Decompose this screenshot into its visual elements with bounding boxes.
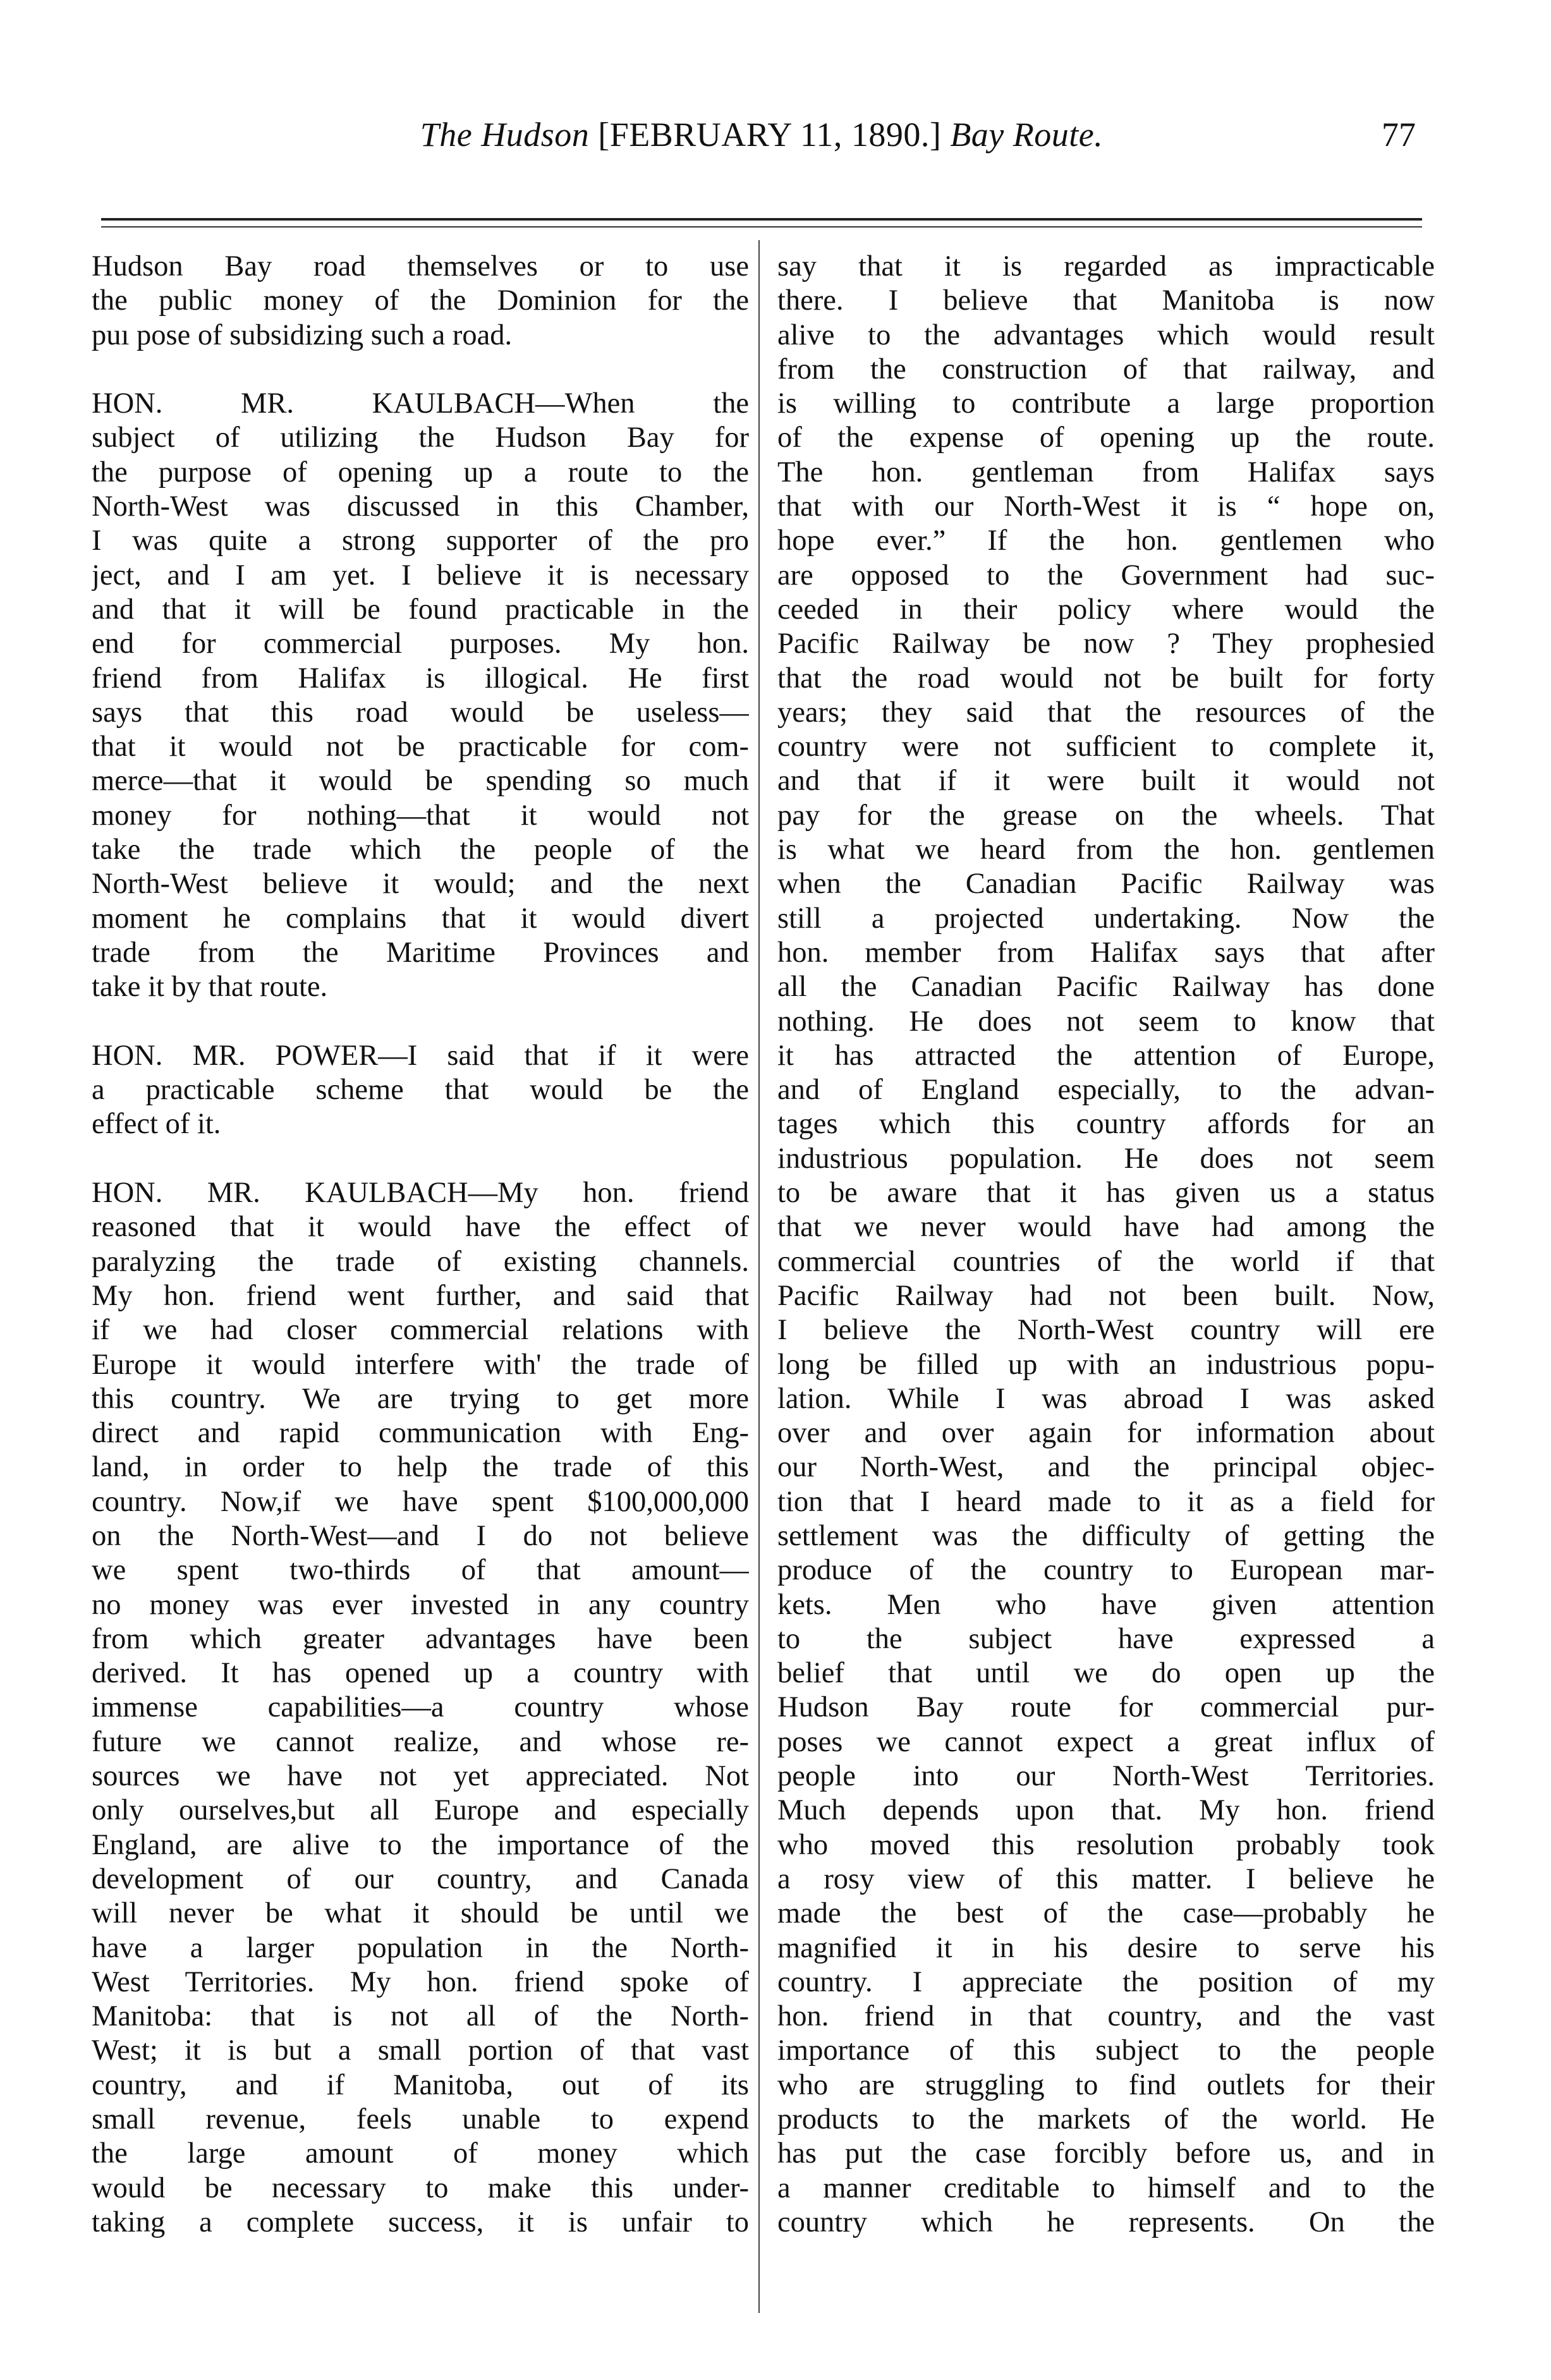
text-line: importance of this subject to the people (777, 2034, 1435, 2067)
text-line: settlement was the difficulty of getting the (777, 1519, 1435, 1552)
text-line: a manner creditable to himself and to the (777, 2171, 1435, 2204)
text-line: products to the markets of the world. He (777, 2103, 1435, 2136)
text-line: paralyzing the trade of existing channels. (92, 1245, 749, 1278)
text-line: kets. Men who have given attention (777, 1588, 1435, 1621)
text-line: who are struggling to find outlets for their (777, 2068, 1435, 2101)
text-line: people into our North-West Territories. (777, 1760, 1435, 1793)
text-line: that with our North-West it is “ hope on, (777, 490, 1435, 523)
text-line: we spent two-thirds of that amount— (92, 1554, 749, 1587)
text-line: and of England especially, to the advan- (777, 1074, 1435, 1107)
text-line: North-West believe it would; and the next (92, 868, 749, 901)
text-line: there. I believe that Manitoba is now (777, 284, 1435, 317)
text-line: take it by that route. (92, 971, 328, 1004)
text-line: hon. member from Halifax says that after (777, 936, 1435, 969)
text-line: HON. MR. KAULBACH—My hon. friend (92, 1177, 749, 1210)
text-line: produce of the country to European mar- (777, 1554, 1435, 1587)
text-line: I was quite a strong supporter of the pro (92, 525, 749, 557)
text-line: to be aware that it has given us a status (777, 1177, 1435, 1210)
column-divider (758, 240, 760, 2313)
text-line: Pacific Railway be now ? They prophesied (777, 628, 1435, 660)
text-line: a rosy view of this matter. I believe he (777, 1862, 1435, 1895)
text-line: the public money of the Dominion for the (92, 284, 749, 317)
text-line: has put the case forcibly before us, and in (777, 2137, 1435, 2170)
text-line: the purpose of opening up a route to the (92, 456, 749, 489)
text-line: take the trade which the people of the (92, 834, 749, 866)
right-column (777, 250, 1435, 2240)
text-line: that the road would not be built for forty (777, 662, 1435, 695)
text-line: of the expense of opening up the route. (777, 422, 1435, 454)
text-line: to the subject have expressed a (777, 1622, 1435, 1655)
text-line: friend from Halifax is illogical. He first (92, 662, 749, 695)
text-line: trade from the Maritime Provinces and (92, 936, 749, 969)
text-line: tion that I heard made to it as a field for (777, 1485, 1435, 1518)
paragraph-gap (92, 1005, 749, 1039)
text-line: poses we cannot expect a great influx of (777, 1725, 1435, 1758)
text-line: still a projected undertaking. Now the (777, 902, 1435, 935)
text-line: sources we have not yet appreciated. Not (92, 1760, 749, 1793)
text-line: future we cannot realize, and whose re- (92, 1725, 749, 1758)
text-line: all the Canadian Pacific Railway has done (777, 971, 1435, 1004)
text-line: and that it will be found practicable in the (92, 593, 749, 626)
text-line: magnified it in his desire to serve his (777, 1931, 1435, 1964)
text-line: that it would not be practicable for com- (92, 731, 749, 763)
text-line: on the North-West—and I do not believe (92, 1519, 749, 1552)
text-line: commercial countries of the world if that (777, 1245, 1435, 1278)
page-header (101, 112, 1422, 169)
text-line: and that if it were built it would not (777, 765, 1435, 798)
text-line: this country. We are trying to get more (92, 1382, 749, 1415)
text-line: say that it is regarded as impracticable (777, 250, 1435, 282)
text-line: who moved this resolution probably took (777, 1828, 1435, 1861)
text-line: subject of utilizing the Hudson Bay for (92, 422, 749, 454)
page-number: 77 (1382, 116, 1416, 154)
text-line: Hudson Bay route for commercial pur- (777, 1691, 1435, 1724)
running-title-right: Bay Route. (950, 116, 1104, 154)
text-line: the large amount of money which (92, 2137, 749, 2170)
text-line: small revenue, feels unable to expend (92, 2103, 749, 2136)
text-line: will never be what it should be until we (92, 1897, 749, 1930)
header-rule-thick (101, 218, 1422, 221)
text-line: Much depends upon that. My hon. friend (777, 1794, 1435, 1827)
text-line: HON. MR. KAULBACH—When the (92, 387, 749, 420)
text-line: alive to the advantages which would result (777, 319, 1435, 351)
text-line: country, and if Manitoba, out of its (92, 2068, 749, 2101)
text-line: pay for the grease on the wheels. That (777, 799, 1435, 832)
text-line: our North-West, and the principal objec- (777, 1451, 1435, 1484)
running-title-left: The Hudson (420, 116, 590, 154)
text-line: nothing. He does not seem to know that (777, 1005, 1435, 1038)
text-line: that we never would have had among the (777, 1211, 1435, 1244)
text-line: The hon. gentleman from Halifax says (777, 456, 1435, 489)
text-line: from the construction of that railway, and (777, 353, 1435, 386)
running-title-date: [FEBRUARY 11, 1890.] (598, 116, 942, 154)
text-line: money for nothing—that it would not (92, 799, 749, 832)
text-line: effect of it. (92, 1108, 221, 1141)
text-line: hon. friend in that country, and the vast (777, 2000, 1435, 2033)
text-line: derived. It has opened up a country with (92, 1657, 749, 1690)
text-line: only ourselves,but all Europe and especially (92, 1794, 749, 1827)
text-line: country which he represents. On the (777, 2206, 1435, 2238)
text-line: West; it is but a small portion of that vast (92, 2034, 749, 2067)
text-line: end for commercial purposes. My hon. (92, 628, 749, 660)
text-line: immense capabilities—a country whose (92, 1691, 749, 1724)
text-line: My hon. friend went further, and said that (92, 1279, 749, 1312)
text-line: says that this road would be useless— (92, 696, 749, 729)
text-line: if we had closer commercial relations with (92, 1314, 749, 1347)
text-line: a practicable scheme that would be the (92, 1074, 749, 1107)
paragraph-gap (92, 353, 749, 387)
paragraph-gap (92, 1142, 749, 1176)
text-line: is what we heard from the hon. gentlemen (777, 834, 1435, 866)
text-line: moment he complains that it would divert (92, 902, 749, 935)
text-line: ject, and I am yet. I believe it is necessary (92, 559, 749, 592)
text-line: North-West was discussed in this Chamber, (92, 490, 749, 523)
text-line: tages which this country affords for an (777, 1108, 1435, 1141)
text-line: is willing to contribute a large proportion (777, 387, 1435, 420)
text-line: reasoned that it would have the effect of (92, 1211, 749, 1244)
text-line: it has attracted the attention of Europe, (777, 1039, 1435, 1072)
text-line: development of our country, and Canada (92, 1862, 749, 1895)
text-line: years; they said that the resources of the (777, 696, 1435, 729)
text-line: would be necessary to make this under- (92, 2171, 749, 2204)
text-line: taking a complete success, it is unfair to (92, 2206, 749, 2238)
text-line: England, are alive to the importance of the (92, 1828, 749, 1861)
text-line: industrious population. He does not seem (777, 1142, 1435, 1175)
text-line: made the best of the case—probably he (777, 1897, 1435, 1930)
text-line: Europe it would interfere with' the trade of (92, 1348, 749, 1381)
text-line: when the Canadian Pacific Railway was (777, 868, 1435, 901)
text-line: over and over again for information about (777, 1417, 1435, 1450)
text-line: Manitoba: that is not all of the North- (92, 2000, 749, 2033)
text-line: ceeded in their policy where would the (777, 593, 1435, 626)
text-line: belief that until we do open up the (777, 1657, 1435, 1690)
text-line: land, in order to help the trade of this (92, 1451, 749, 1484)
text-line: country. Now,if we have spent $100,000,000 (92, 1485, 749, 1518)
running-title (101, 112, 1422, 157)
text-line: West Territories. My hon. friend spoke of (92, 1965, 749, 1998)
text-line: country were not sufficient to complete it, (777, 731, 1435, 763)
text-line: lation. While I was abroad I was asked (777, 1382, 1435, 1415)
left-column (92, 250, 749, 2240)
text-line: country. I appreciate the position of my (777, 1965, 1435, 1998)
text-line: Pacific Railway had not been built. Now, (777, 1279, 1435, 1312)
text-line: merce—that it would be spending so much (92, 765, 749, 798)
text-line: long be filled up with an industrious popu- (777, 1348, 1435, 1381)
text-line: have a larger population in the North- (92, 1931, 749, 1964)
text-line: are opposed to the Government had suc- (777, 559, 1435, 592)
text-line: HON. MR. POWER—I said that if it were (92, 1039, 749, 1072)
text-line: I believe the North-West country will ere (777, 1314, 1435, 1347)
text-line: no money was ever invested in any country (92, 1588, 749, 1621)
text-line: from which greater advantages have been (92, 1622, 749, 1655)
text-line: hope ever.” If the hon. gentlemen who (777, 525, 1435, 557)
header-rule-thin (101, 226, 1422, 228)
text-line: puı pose of subsidizing such a road. (92, 319, 513, 351)
text-line: direct and rapid communication with Eng- (92, 1417, 749, 1450)
text-line: Hudson Bay road themselves or to use (92, 250, 749, 282)
